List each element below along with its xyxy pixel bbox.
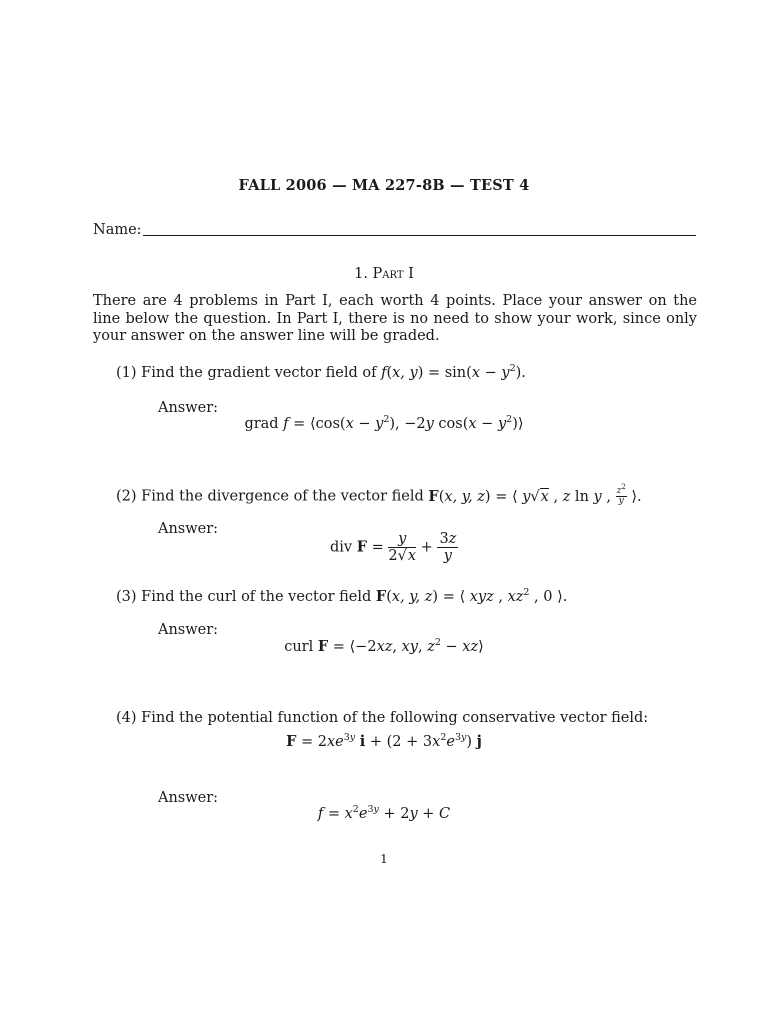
- page-number: 1: [380, 852, 388, 866]
- answer-4: $f = x^2e^{3y} + 2y + C$: [317, 804, 451, 822]
- problem-text: Find the potential function of the following conservative vector field:: [141, 710, 649, 726]
- answer-1: grad f = ⟨cos(x − $y^2$), −2y $\cos(x - y^2)⟩$: [244, 414, 524, 432]
- problem-1: [116, 365, 526, 381]
- answer-label: Answer:: [158, 521, 219, 537]
- answer-label: Answer:: [158, 400, 219, 416]
- problem-expression: f(x, $y) = \sin(x - y^2)$.: [381, 363, 526, 381]
- problem-2: [116, 483, 642, 506]
- problem-text: Find the divergence of the vector field: [141, 488, 424, 505]
- problem-4: [116, 710, 648, 726]
- problem-number: (4): [116, 710, 137, 726]
- answer-2: div F = $\frac{y}{2√x}$ + $\frac{3z}{y}$: [330, 531, 457, 564]
- problem-3: [116, 588, 567, 605]
- section-number: 1.: [354, 266, 368, 282]
- problem-4-expression: $F = 2xe^{3y}$ $i + (2 + 3x^2e^{3y})$ j: [286, 732, 482, 750]
- section-title: Part I: [372, 266, 414, 282]
- page-title: FALL 2006 — MA 227-8B — TEST 4: [238, 177, 530, 194]
- problem-number: (1): [116, 365, 137, 381]
- section-heading: [0, 266, 768, 282]
- problem-text: Find the gradient vector field of: [141, 365, 377, 381]
- answer-3: curl F = ⟨−2xz, xy, $z^2$ − xz⟩: [284, 637, 484, 655]
- answer-label: Answer:: [158, 622, 219, 638]
- name-answer-line[interactable]: [143, 235, 696, 236]
- problem-number: (2): [116, 488, 137, 505]
- problem-expression: F(x, y, z) = ⟨ xyz , $xz^2$ , 0 ⟩.: [375, 587, 568, 605]
- section-intro: There are 4 problems in Part I, each worth 4 points. Place your answer on the line below the question. In Part I, there is no need to show your work, since only your answer on the answer line will be graded.: [93, 293, 697, 344]
- name-label: Name:: [93, 222, 142, 238]
- problem-expression: F(x, y, z) = ⟨ y√x , z ln y , $\frac{z^2}{y}$ ⟩.: [428, 483, 642, 506]
- problem-text: Find the curl of the vector field: [141, 589, 372, 605]
- answer-label: Answer:: [158, 790, 219, 806]
- problem-number: (3): [116, 589, 137, 605]
